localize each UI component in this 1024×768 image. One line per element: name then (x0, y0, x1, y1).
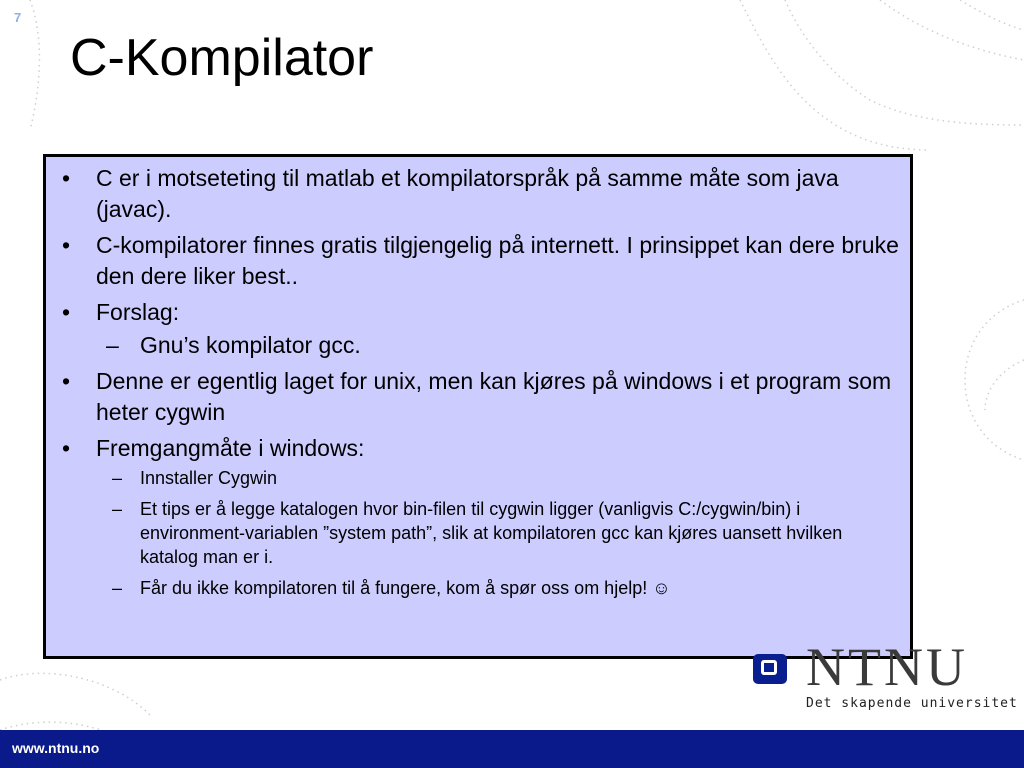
sub-bullet-list (96, 330, 902, 361)
bullet-item (58, 366, 902, 428)
ntnu-logo-icon (753, 654, 787, 684)
sub-bullet-item (96, 497, 902, 569)
bullet-text: Forslag: (96, 299, 180, 325)
footer-bar (0, 730, 1024, 768)
sub-bullet-item (96, 576, 902, 600)
sub-bullet-text: Et tips er å legge katalogen hvor bin-filen til cygwin ligger (vanligvis C:/cygwin/bin) i environment-variablen ”system path”, slik at kompilatoren gcc kan kjøres uansett hvilken katalog man er i. (140, 499, 843, 567)
sub-bullet-text: Gnu’s kompilator gcc. (140, 332, 361, 358)
logo-tagline: Det skapende universitet (806, 696, 1018, 711)
content-box (43, 154, 913, 659)
bullet-text: Fremgangmåte i windows: (96, 435, 365, 461)
bullet-text: Denne er egentlig laget for unix, men kan kjøres på windows i et program som heter cygwin (96, 368, 892, 425)
footer-url[interactable]: www.ntnu.no (12, 740, 100, 756)
sub-bullet-list (96, 466, 902, 600)
bullet-text: C-kompilatorer finnes gratis tilgjengelig på internett. I prinsippet kan dere bruke den dere liker best.. (96, 232, 899, 289)
slide-title: C-Kompilator (70, 29, 374, 87)
slide-number: 7 (14, 10, 22, 25)
sub-bullet-item (96, 330, 902, 361)
bullet-item (58, 297, 902, 361)
bullet-text: C er i motseteting til matlab et kompilatorspråk på samme måte som java (javac). (96, 165, 839, 222)
sub-bullet-item (96, 466, 902, 490)
sub-bullet-text: Innstaller Cygwin (140, 468, 278, 488)
logo-text: NTNU (806, 637, 968, 697)
sub-bullet-text: Får du ikke kompilatoren til å fungere, kom å spør oss om hjelp! ☺ (140, 578, 671, 598)
bullet-item (58, 230, 902, 292)
bullet-list (58, 163, 902, 600)
bullet-item (58, 163, 902, 225)
ntnu-logo (750, 637, 1018, 720)
bullet-item (58, 433, 902, 600)
